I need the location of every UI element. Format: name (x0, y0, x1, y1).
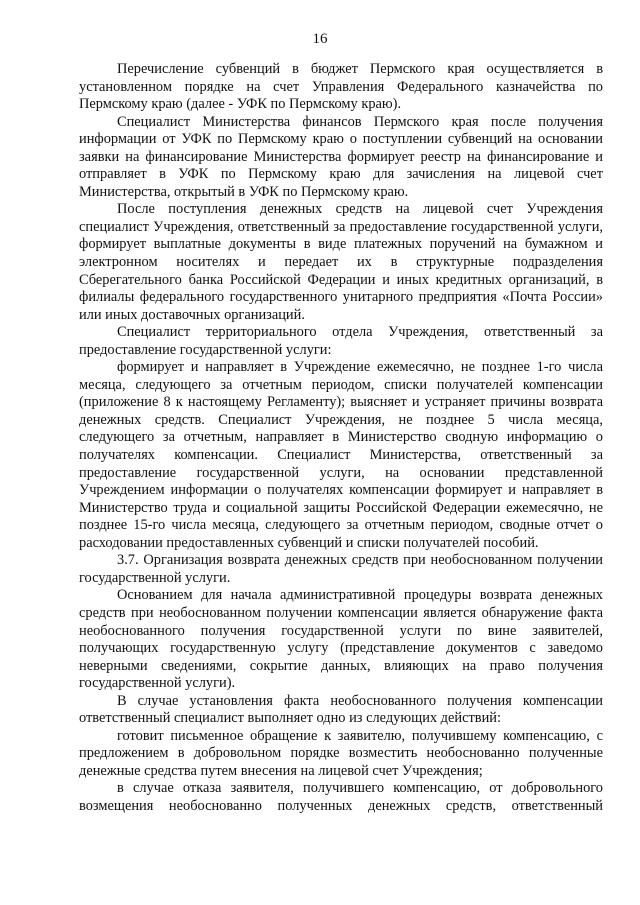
paragraph: Специалист территориального отдела Учреждения, ответственный за предоставление государственной услуги: (79, 324, 603, 358)
paragraph: Специалист Министерства финансов Пермского края после получения информации от УФК по Пермскому краю о поступлении субвенций на основании заявки на финансирование Министерства формирует реестр на финансирование и отправляет в УФК по Пермскому краю для зачисления на лицевой счет Министерства, открытый в УФК по Пермскому краю. (79, 113, 603, 200)
paragraph: в случае отказа заявителя, получившего компенсацию, от добровольного возмещения необоснованно полученных денежных средств, ответственный (79, 780, 603, 814)
paragraph: После поступления денежных средств на лицевой счет Учреждения специалист Учреждения, ответственный за предоставление государственной услуги, формирует выплатные документы в виде платежных поручений на бумажном и электронном носителях и передает их в структурные подразделения Сберегательного банка Российской Федерации и иных кредитных организаций, в филиалы федерального государственного унитарного предприятия «Почта России» или иных доставочных организаций. (79, 201, 603, 323)
paragraph: Основанием для начала административной процедуры возврата денежных средств при необоснованном получении компенсации является обнаружение факта необоснованного получения государственной услуги по вине заявителей, получающих государственную услугу (представление документов с заведомо неверными сведениями, сокрытие данных, влияющих на право получения государственной услуги). (79, 587, 603, 692)
paragraph: В случае установления факта необоснованного получения компенсации ответственный специалист выполняет одно из следующих действий: (79, 692, 603, 727)
document-body (79, 61, 603, 816)
paragraph: готовит письменное обращение к заявителю, получившему компенсацию, с предложением в добровольном порядке возместить необоснованно полученные денежные средства путем внесения на лицевой счет Учреждения; (79, 727, 603, 779)
paragraph: формирует и направляет в Учреждение ежемесячно, не позднее 1-го числа месяца, следующего за отчетным периодом, списки получателей компенсации (приложение 8 к настоящему Регламенту); выясняет и устраняет причины возврата денежных средств. Специалист Учреждения, не позднее 5 числа месяца, следующего за отчетным, направляет в Министерство сводную информацию о получателях компенсации. Специалист Министерства, ответственный за предоставление государственной услуги, на основании представленной Учреждением информации о получателях компенсации формирует и направляет в Министерство труда и социальной защиты Российской Федерации ежемесячно, не позднее 15-го числа месяца, следующего за отчетным периодом, сводные отчет о расходовании предоставленных субвенций и списки получателей пособий. (79, 359, 603, 551)
paragraph: Перечисление субвенций в бюджет Пермского края осуществляется в установленном порядке на счет Управления Федерального казначейства по Пермскому краю (далее - УФК по Пермскому краю). (79, 61, 603, 113)
page-number: 16 (312, 31, 328, 47)
section-heading-3-7: 3.7. Организация возврата денежных средств при необоснованном получении государственной услуги. (79, 552, 603, 586)
